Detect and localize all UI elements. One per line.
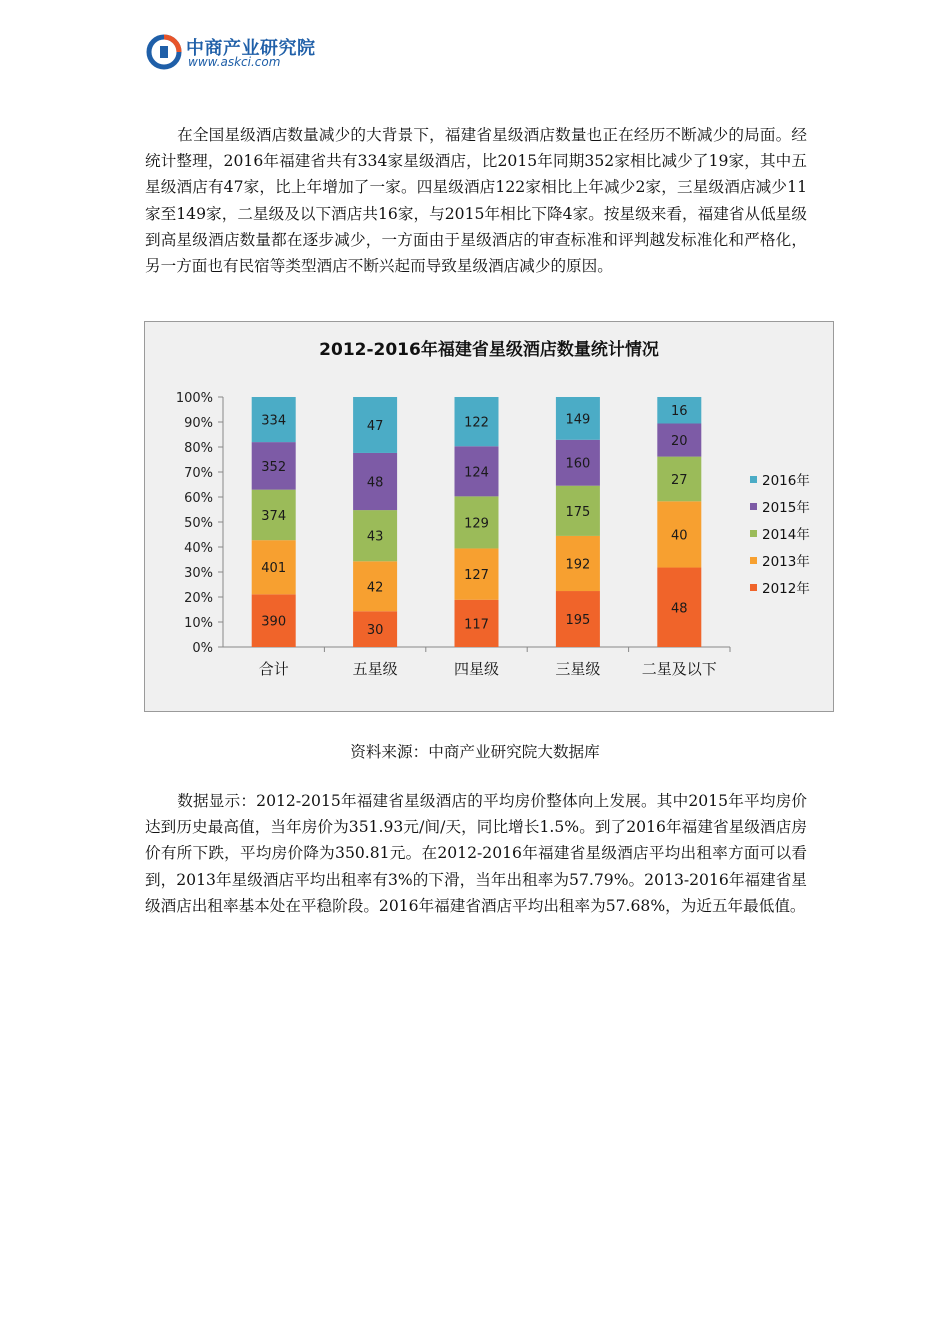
data-label: 374 — [261, 508, 287, 524]
data-label: 43 — [366, 529, 384, 545]
analysis-paragraph-text: 数据显示：2012-2015年福建省星级酒店的平均房价整体向上发展。其中2015年平均房价达到历史最高值，当年房价为351.93元/间/天，同比增长1.5%。到了2016年福建省星级酒店房价有所下跌，平均房价降为350.81元。在2012-2016年福建省星级酒店平均出租率方面可以看到，2013年星级酒店平均出租率有3%的下滑，当年出租率为57.79%。2013-2016年福建省星级酒店出租率基本处在平稳阶段。2016年福建省酒店平均出租率为57.68%，为近五年最低值。 — [145, 792, 807, 915]
legend-swatch — [750, 476, 757, 483]
data-label: 47 — [366, 418, 384, 434]
askci-logo-icon — [146, 34, 182, 70]
data-label: 30 — [366, 623, 384, 639]
logo-cn-text: 中商产业研究院 — [186, 38, 316, 59]
y-tick-label: 100% — [175, 391, 213, 406]
y-tick-label: 50% — [184, 516, 213, 531]
data-label: 390 — [261, 614, 287, 630]
y-tick-label: 10% — [184, 616, 213, 631]
legend-swatch — [750, 584, 757, 591]
data-label: 160 — [565, 456, 591, 472]
y-tick-label: 20% — [184, 591, 213, 606]
data-label: 122 — [464, 415, 489, 431]
data-label: 124 — [464, 465, 489, 481]
data-label: 175 — [565, 504, 591, 520]
x-tick-label: 二星及以下 — [641, 660, 717, 678]
data-label: 127 — [464, 568, 489, 584]
y-tick-label: 40% — [184, 541, 213, 556]
stacked-bar-chart — [145, 322, 833, 711]
legend-label: 2013年 — [762, 554, 810, 570]
legend-swatch — [750, 503, 757, 510]
y-tick-label: 0% — [192, 641, 213, 656]
data-label: 401 — [261, 561, 287, 577]
legend-swatch — [750, 557, 757, 564]
y-tick-label: 80% — [184, 441, 213, 456]
data-label: 48 — [366, 475, 384, 491]
intro-paragraph-text: 在全国星级酒店数量减少的大背景下，福建省星级酒店数量也正在经历不断减少的局面。经统计整理，2016年福建省共有334家星级酒店，比2015年同期352家相比减少了19家，其中五星级酒店有47家，比上年增加了一家。四星级酒店122家相比上年减少2家，三星级酒店减少11家至149家，二星级及以下酒店共16家，与2015年相比下降4家。按星级来看，福建省从低星级到高星级酒店数量都在逐步减少，一方面由于星级酒店的审查标准和评判越发标准化和严格化，另一方面也有民宿等类型酒店不断兴起而导致星级酒店减少的原因。 — [145, 126, 807, 276]
data-label: 192 — [565, 557, 591, 573]
legend-label: 2015年 — [762, 500, 810, 516]
logo-url-text: www.askci.com — [188, 55, 281, 69]
legend-label: 2012年 — [762, 581, 810, 597]
x-tick-label: 四星级 — [453, 660, 500, 678]
data-label: 129 — [464, 516, 489, 532]
legend-label: 2016年 — [762, 473, 810, 489]
chart-title: 2012-2016年福建省星级酒店数量统计情况 — [319, 340, 659, 360]
x-tick-label: 合计 — [258, 660, 289, 678]
data-label: 20 — [671, 434, 688, 450]
y-tick-label: 70% — [184, 466, 213, 481]
data-label: 40 — [671, 528, 688, 544]
brand-logo — [146, 32, 366, 72]
data-label: 195 — [565, 613, 591, 629]
figure-caption: 资料来源：中商产业研究院大数据库 — [350, 743, 600, 761]
intro-paragraph — [145, 122, 807, 279]
data-label: 48 — [671, 601, 688, 617]
x-tick-label: 三星级 — [555, 660, 601, 678]
data-label: 352 — [261, 459, 287, 475]
legend-label: 2014年 — [762, 527, 810, 543]
data-label: 42 — [366, 580, 384, 596]
y-tick-label: 90% — [184, 416, 213, 431]
analysis-paragraph — [145, 788, 807, 919]
chart-figure — [144, 321, 834, 712]
data-label: 117 — [464, 617, 489, 633]
data-label: 16 — [671, 404, 688, 420]
x-tick-label: 五星级 — [352, 660, 398, 678]
data-label: 149 — [565, 412, 591, 428]
data-label: 334 — [261, 413, 287, 429]
y-tick-label: 60% — [184, 491, 213, 506]
data-label: 27 — [671, 472, 688, 488]
y-tick-label: 30% — [184, 566, 213, 581]
legend-swatch — [750, 530, 757, 537]
